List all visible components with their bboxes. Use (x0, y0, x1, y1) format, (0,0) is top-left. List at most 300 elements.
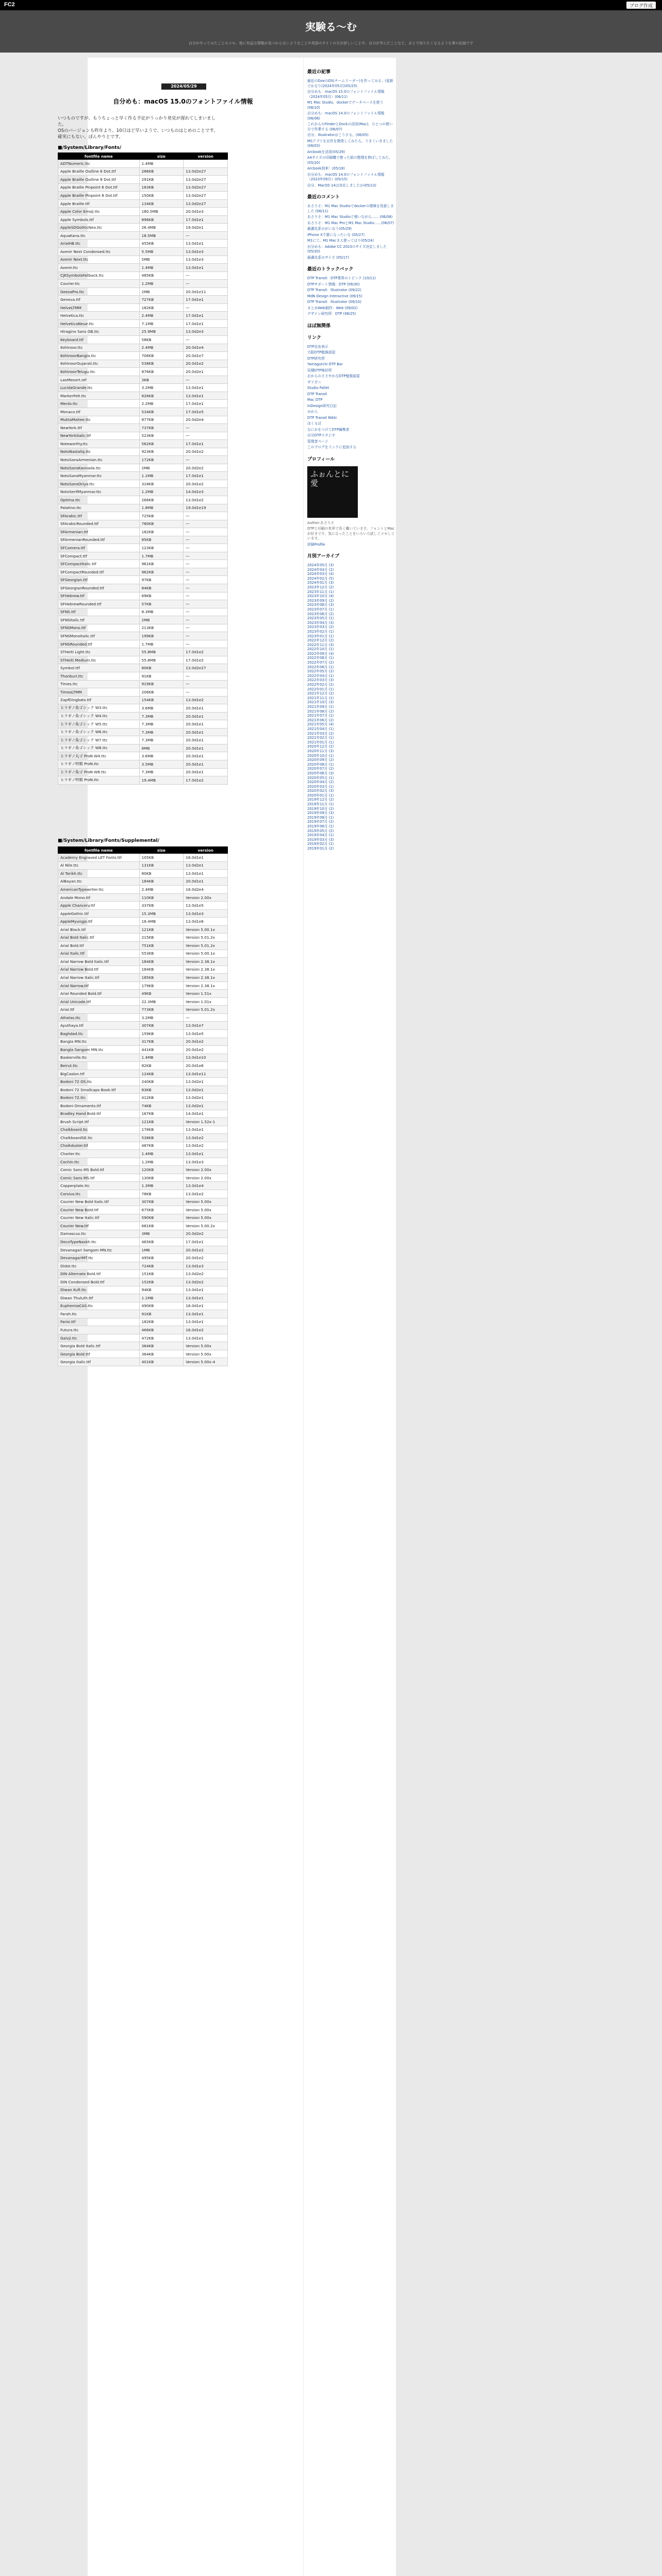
trackback-link[interactable]: DTP Transit：Illustrator (09/10) (307, 300, 361, 304)
table-row (58, 1158, 228, 1166)
sidebar-link[interactable]: DTP Transit Nikki (307, 415, 337, 420)
sidebar-link[interactable]: みかん (307, 410, 318, 414)
sidebar-link[interactable]: このブログをリンクに追加する (307, 445, 357, 449)
fontfile-name-cell: Symbol.ttf (58, 664, 140, 672)
table-row (58, 950, 228, 958)
size-cell: 206KB (139, 688, 184, 697)
fontfile-name-cell: SFNSMonoItalic.ttf (58, 632, 140, 640)
table-row (58, 1062, 228, 1070)
table-row (58, 296, 228, 304)
trackback-link[interactable]: DTPサポート情報：DTP (09/30) (307, 282, 360, 286)
size-cell: 877KB (139, 416, 184, 424)
archive-link[interactable]: 2023年10月 (4) (307, 594, 334, 599)
table-row (58, 925, 228, 934)
archive-link[interactable]: 2020年11月 (3) (307, 749, 334, 753)
size-cell: 337KB (139, 902, 184, 910)
sidebar-link[interactable]: ザリガニ (307, 380, 322, 384)
archive-link[interactable]: 2022年07月 (2) (307, 660, 334, 665)
size-cell: 538KB (139, 360, 184, 368)
profile-image[interactable]: ふぉんとに愛 (307, 466, 358, 518)
archive-link[interactable]: 2022年01月 (1) (307, 687, 334, 691)
recent-entry-link[interactable]: 自分、MacOS 14は対応しましたか(05/13) (307, 183, 376, 188)
fontfile-name-cell: Apple Symbols.ttf (58, 215, 140, 224)
table-row (58, 576, 228, 584)
size-cell: 57KB (139, 600, 184, 608)
archive-link[interactable]: 2019年12月 (2) (307, 798, 334, 802)
size-cell: 401KB (139, 1358, 184, 1366)
version-cell: 13.0d1e3 (184, 1158, 228, 1166)
size-cell: 1.7MB (139, 640, 184, 648)
size-cell: 724KB (139, 1262, 184, 1270)
table-row (58, 981, 228, 990)
size-cell: 307KB (139, 1198, 184, 1206)
trackback-link[interactable]: DTP Transit：Illustrator (09/22) (307, 288, 361, 292)
version-cell: — (184, 512, 228, 520)
sidebar-link[interactable]: ほくるぽ (307, 421, 322, 426)
archive-link[interactable]: 2021年07月 (1) (307, 714, 334, 718)
fontfile-name-cell: Diwan Thuluth.ttf (58, 1294, 140, 1302)
size-cell: 5.5MB (139, 248, 184, 256)
archive-link[interactable]: 2021年08月 (2) (307, 709, 334, 714)
size-cell: 2.4MB (139, 312, 184, 320)
size-cell: 466KB (139, 1326, 184, 1334)
fontfile-name-cell: SFCamera.ttf (58, 544, 140, 552)
archive-link[interactable]: 2022年06月 (1) (307, 665, 334, 669)
sidebar-link[interactable]: InDesign研究日記 (307, 403, 337, 408)
archive-link[interactable]: 2022年10月 (1) (307, 647, 334, 652)
table-row (58, 456, 228, 464)
fontfile-name-cell: AppleSDGothicNeo.ttc (58, 224, 140, 232)
archive-link[interactable]: 2019年04月 (1) (307, 833, 334, 838)
table-row (58, 560, 228, 568)
fontfile-name-cell: Arial Narrow.ttf (58, 981, 140, 990)
version-cell: 13.0d1e3 (184, 909, 228, 918)
size-cell: 182KB (139, 303, 184, 312)
table-row (58, 416, 228, 424)
fontfile-name-cell: SFCompactRounded.ttf (58, 568, 140, 576)
version-cell: — (184, 640, 228, 648)
sidebar-link[interactable]: 見積DTP検討所 (307, 368, 332, 372)
size-cell: 487KB (139, 1142, 184, 1150)
archive-link[interactable]: 2020年04月 (2) (307, 780, 334, 785)
archive-link[interactable]: 2021年10月 (3) (307, 700, 334, 705)
size-cell: 91KB (139, 1310, 184, 1318)
version-cell: 13.0d2e27 (184, 192, 228, 200)
archive-link[interactable]: 2023年02月 (1) (307, 629, 334, 634)
size-cell: 26.4MB (139, 224, 184, 232)
archive-link[interactable]: 2021年04月 (1) (307, 726, 334, 731)
archive-heading: 月別アーカイブ (307, 554, 340, 559)
archive-link[interactable]: 2019年03月 (3) (307, 837, 334, 842)
sidebar-link[interactable]: DTP Transit (307, 392, 327, 396)
sidebar-link[interactable]: Studio Pallet (307, 386, 329, 390)
version-cell: 16.0d1e2 (184, 1326, 228, 1334)
recent-comment-link[interactable]: iPhone X不要になったいな (05/27) (307, 232, 365, 237)
archive-link[interactable]: 2019年07月 (2) (307, 820, 334, 824)
size-cell: 19.4MB (139, 776, 184, 785)
version-cell: — (184, 456, 228, 464)
sidebar-link[interactable]: 大阪DTP勉強部屋 (307, 350, 336, 354)
version-cell: Version 2.38.1x (184, 958, 228, 966)
fontfile-name-cell: ヒラギノ丸ゴ ProN W4.ttc (58, 752, 140, 760)
archive-link[interactable]: 2020年10月 (1) (307, 753, 334, 758)
archive-link[interactable]: 2021年03月 (2) (307, 731, 334, 736)
archive-link[interactable]: 2024年01月 (3) (307, 581, 334, 585)
version-cell: — (184, 536, 228, 544)
archive-link[interactable]: 2021年05月 (4) (307, 722, 334, 727)
archive-link[interactable]: 2021年02月 (1) (307, 736, 334, 740)
archive-link[interactable]: 2021年06月 (2) (307, 718, 334, 722)
fontfile-name-cell: NotoSansMyanmar.ttc (58, 472, 140, 480)
archive-link[interactable]: 2023年07月 (1) (307, 607, 334, 612)
size-cell: 124KB (139, 1070, 184, 1078)
archive-link[interactable]: 2023年03月 (2) (307, 625, 334, 630)
table-row (58, 600, 228, 608)
table-row (58, 384, 228, 392)
size-cell: 266KB (139, 496, 184, 504)
recent-entry-link[interactable]: A4サイズの印刷機で使った紙の整理を伸ばしてみた。(05/20) (307, 156, 392, 165)
table-row (58, 176, 228, 184)
version-cell: 13.0d2e27 (184, 183, 228, 192)
archive-link[interactable]: 2019年01月 (2) (307, 846, 334, 851)
archive-link[interactable]: 2022年09月 (4) (307, 651, 334, 656)
col-header-size: size (139, 153, 184, 160)
table-row (58, 568, 228, 576)
fontfile-name-cell: SFArmenianRounded.ttf (58, 536, 140, 544)
fontfile-name-cell: Bodoni Ornaments.ttf (58, 1101, 140, 1110)
archive-link[interactable]: 2022年04月 (1) (307, 673, 334, 678)
archive-link[interactable]: 2019年02月 (1) (307, 842, 334, 846)
size-cell: 18.5MB (139, 231, 184, 240)
table-row (58, 1038, 228, 1046)
table-row (58, 448, 228, 456)
archive-link[interactable]: 2024年02月 (5) (307, 576, 334, 581)
fontfile-name-cell: Futura.ttc (58, 1326, 140, 1334)
sidebar-link[interactable]: Yamagutchi DTP Bar (307, 362, 343, 366)
archive-link[interactable]: 2019年09月 (3) (307, 811, 334, 816)
fontfile-name-cell: SFArmenian.ttf (58, 528, 140, 536)
sidebar-link[interactable]: おからのささやかなDTP勉強部屋 (307, 374, 360, 378)
size-cell: 562KB (139, 440, 184, 448)
fontfile-name-cell: SFGeorgianRounded.ttf (58, 584, 140, 592)
size-cell: 2MB (139, 287, 184, 296)
size-cell: 441KB (139, 1046, 184, 1054)
fontfile-name-cell: KohinoorGujarati.ttc (58, 360, 140, 368)
size-cell: 78KB (139, 1190, 184, 1198)
fontfile-name-cell: Charter.ttc (58, 1150, 140, 1158)
fc2-logo[interactable]: FC2 (4, 2, 15, 8)
archive-link[interactable]: 2023年05月 (1) (307, 616, 334, 621)
size-cell: 123KB (139, 544, 184, 552)
version-cell: — (184, 576, 228, 584)
version-cell: 13.0d1e1 (184, 1334, 228, 1342)
version-cell: 20.0d2e2 (184, 1230, 228, 1238)
archive-link[interactable]: 2020年01月 (1) (307, 793, 334, 798)
size-cell: 7.3MB (139, 720, 184, 728)
fontfile-name-cell: SFArabicRounded.ttf (58, 520, 140, 528)
version-cell: 20.0d1e1 (184, 877, 228, 886)
archive-link[interactable]: 2023年09月 (2) (307, 598, 334, 603)
version-cell: 13.0d1e1 (184, 1126, 228, 1134)
archive-link[interactable]: 2023年06月 (2) (307, 612, 334, 616)
size-cell: 626KB (139, 392, 184, 400)
recent-entry-link[interactable]: 自分めも：macOS 14.0のフォントファイル情報(06/08) (307, 111, 385, 121)
recent-comment-link[interactable]: 自分めも：Adobe CC 2023のサイズ決定しました (05/20) (307, 244, 387, 253)
table-row (58, 520, 228, 528)
table-row (58, 287, 228, 296)
version-cell: — (184, 600, 228, 608)
archive-link[interactable]: 2024年05月 (3) (307, 563, 334, 567)
fontfile-name-cell: ChalkboardSE.ttc (58, 1134, 140, 1142)
version-cell: 13.0d1e1 (184, 264, 228, 272)
archive-link[interactable]: 2022年11月 (3) (307, 642, 334, 647)
sidebar-link[interactable]: Mac DTP (307, 398, 323, 402)
size-cell: 121KB (139, 925, 184, 934)
fontfile-name-cell: NewYorkItalic.ttf (58, 432, 140, 440)
recent-entry-link[interactable]: 自分、illustratorはこうする。(06/05) (307, 133, 369, 137)
table-row (58, 1206, 228, 1214)
archive-link[interactable]: 2020年03月 (1) (307, 784, 334, 789)
table-row (58, 392, 228, 400)
archive-link[interactable]: 2024年04月 (2) (307, 567, 334, 572)
trackback-link[interactable]: MdN Design Interactive (09/15) (307, 294, 362, 298)
sidebar-link[interactable]: 管理者ページ (307, 439, 328, 444)
size-cell: 184KB (139, 965, 184, 974)
table-row (58, 728, 228, 736)
archive-link[interactable]: 2023年08月 (3) (307, 603, 334, 607)
version-cell: 13.0d1e11 (184, 1070, 228, 1078)
table-row (58, 1078, 228, 1086)
recent-entry-link[interactable]: Arcbookを活用(05/29) (307, 149, 345, 154)
version-cell: 13.0d1e5 (184, 902, 228, 910)
entry-title[interactable]: 自分めも：macOS 15.0のフォントファイル情報 (113, 98, 253, 105)
version-cell: 13.0d2e2 (184, 1278, 228, 1286)
table-row (58, 167, 228, 176)
fontfile-name-cell: ZapfDingbats.ttf (58, 696, 140, 704)
table-row (58, 1094, 228, 1102)
size-cell: 2.4MB (139, 886, 184, 894)
size-cell: 1.4MB (139, 264, 184, 272)
trackback-link[interactable]: DTP Transit：DTP業界のトピック (10/11) (307, 276, 376, 280)
archive-link[interactable]: 2021年11月 (1) (307, 696, 334, 700)
recent-entry-link[interactable]: MSアプリを自作を開発してみたら、うまくいきました (06/03) (307, 139, 393, 148)
version-cell: — (184, 672, 228, 681)
size-cell: 159KB (139, 1030, 184, 1038)
table-row (58, 328, 228, 336)
fontfile-name-cell: Geneva.ttf (58, 296, 140, 304)
archive-link[interactable]: 2022年03月 (3) (307, 678, 334, 683)
table-row (58, 934, 228, 942)
archive-link[interactable]: 2019年05月 (2) (307, 828, 334, 833)
entry-date: 2024/05/29 (161, 83, 206, 90)
version-cell: 20.0d1e2 (184, 1038, 228, 1046)
recent-comment-link[interactable]: 最適化系のサイズ (05/17) (307, 255, 349, 260)
trackback-link[interactable]: まとめWeb制作：Web (09/02) (307, 306, 358, 310)
table-row (58, 1230, 228, 1238)
version-cell: — (184, 432, 228, 440)
size-cell: 105KB (139, 854, 184, 862)
archive-link[interactable]: 2023年12月 (2) (307, 585, 334, 589)
archive-list (307, 563, 395, 851)
version-cell: Version 2.38.1x (184, 981, 228, 990)
fontfile-name-cell: Diwan Kufi.ttc (58, 1286, 140, 1294)
fontfile-name-cell: Arial Unicode.ttf (58, 997, 140, 1006)
version-cell: 13.0d1e10 (184, 1054, 228, 1062)
size-cell: 179KB (139, 981, 184, 990)
recent-comment-link[interactable]: 最適化系のがいおう(05/29) (307, 227, 352, 231)
table-row (58, 464, 228, 472)
fontfile-name-cell: SFHebrewRounded.ttf (58, 600, 140, 608)
recent-comment-link[interactable]: あさりそ：M1 Mac ProとM1 Mac Studio……(06/07) (307, 221, 394, 225)
size-cell: 83KB (139, 1086, 184, 1094)
archive-link[interactable]: 2019年10月 (2) (307, 806, 334, 811)
archive-link[interactable]: 2020年02月 (3) (307, 789, 334, 793)
table-row (58, 528, 228, 536)
version-cell: — (184, 632, 228, 640)
archive-link[interactable]: 2022年12月 (2) (307, 638, 334, 643)
version-cell: 20.0d1e2 (184, 480, 228, 488)
fontfile-name-cell: NotoSerifMyanmar.ttc (58, 488, 140, 496)
recent-entry-link[interactable]: 自分めも：macOS 15.0のフォントファイル情報（2024年05月）(06/11) (307, 90, 385, 99)
fontfile-name-cell: Arial Rounded Bold.ttf (58, 990, 140, 998)
version-cell: — (184, 592, 228, 600)
fontfile-name-cell: Comic Sans MS.ttf (58, 1174, 140, 1182)
version-cell: 17.0d1e1 (184, 1238, 228, 1246)
fontfile-name-cell: Athelas.ttc (58, 1013, 140, 1022)
size-cell: 3.6MB (139, 752, 184, 760)
sidebar-link[interactable]: DTP自由表示 (307, 344, 328, 349)
fontfile-name-cell: NotoSansOriya.ttc (58, 480, 140, 488)
recent-comment-link[interactable]: M1にて。M1 Macまえ使ってはり(05/24) (307, 239, 374, 243)
table-row (58, 1358, 228, 1366)
fontfile-name-cell: ヒラギノ角ゴシック W8.ttc (58, 744, 140, 752)
fontfile-name-cell: Comic Sans MS Bold.ttf (58, 1166, 140, 1174)
table-row (58, 1262, 228, 1270)
recent-entry-link[interactable]: 自分めも：macOS 14.0のフォントファイル情報（2023年09月）(05/15) (307, 172, 385, 181)
sidebar-link[interactable]: 自分DTPスタジオ (307, 433, 336, 437)
table-row (58, 208, 228, 216)
fontfile-name-cell: EuphemiaCAS.ttc (58, 1302, 140, 1310)
size-cell: 178KB (139, 1126, 184, 1134)
table-row (58, 319, 228, 328)
archive-link[interactable]: 2023年11月 (1) (307, 589, 334, 594)
table-row (58, 1310, 228, 1318)
archive-link[interactable]: 2021年01月 (1) (307, 740, 334, 744)
table-row (58, 752, 228, 760)
version-cell: — (184, 680, 228, 688)
fontfile-name-cell: Times.ttc (58, 680, 140, 688)
fontfile-name-cell: ヒラギノ角ゴシック W4.ttc (58, 712, 140, 720)
table-row (58, 432, 228, 440)
version-cell: 17.0d1e1 (184, 440, 228, 448)
table-row (58, 1006, 228, 1014)
archive-link[interactable]: 2020年06月 (3) (307, 771, 334, 775)
archive-link[interactable]: 2019年06月 (1) (307, 824, 334, 829)
recent-comment-link[interactable]: あさりそ：M1 Mac Studioでdockerの環境を用意しました (06/11) (307, 204, 394, 213)
archive-link[interactable]: 2022年02月 (2) (307, 683, 334, 687)
table-row (58, 704, 228, 713)
fontfile-name-cell: SFGeorgian.ttf (58, 576, 140, 584)
table-row (58, 400, 228, 408)
table-row (58, 264, 228, 272)
size-cell: 5MB (139, 256, 184, 264)
blog-title[interactable]: 実験る〜む (305, 21, 357, 33)
archive-link[interactable]: 2020年07月 (2) (307, 767, 334, 771)
size-cell: 773KB (139, 1006, 184, 1014)
archive-link[interactable]: 2024年03月 (4) (307, 572, 334, 577)
archive-link[interactable]: 2020年12月 (2) (307, 744, 334, 749)
fontfile-name-cell: Courier New Bold.ttf (58, 1206, 140, 1214)
archive-link[interactable]: 2021年12月 (2) (307, 691, 334, 696)
version-cell: — (184, 280, 228, 288)
table-row (58, 1054, 228, 1062)
table-row (58, 736, 228, 744)
archive-link[interactable]: 2022年08月 (1) (307, 656, 334, 660)
fontfile-name-cell: Al Nile.ttc (58, 861, 140, 870)
fontfile-name-cell: Georgia Italic.ttf (58, 1358, 140, 1366)
section-heading-fonts: ■/System/Library/Fonts/ (58, 145, 122, 150)
size-cell: 55.8MB (139, 648, 184, 656)
size-cell: 1.4MB (139, 1054, 184, 1062)
version-cell: Version 5.00x (184, 1342, 228, 1350)
fontfile-name-cell: Farah.ttc (58, 1310, 140, 1318)
sidebar-link[interactable]: DTP研究所 (307, 356, 325, 361)
version-cell: — (184, 1013, 228, 1022)
table-row (58, 1126, 228, 1134)
archive-link[interactable]: 2020年08月 (1) (307, 762, 334, 767)
fontfile-name-cell: Monaco.ttf (58, 408, 140, 416)
version-cell: 20.0d1e1 (184, 768, 228, 776)
table-row (58, 720, 228, 728)
size-cell: 1.1MB (139, 1294, 184, 1302)
table-row (58, 1214, 228, 1222)
size-cell: 15.3MB (139, 909, 184, 918)
size-cell: 455KB (139, 240, 184, 248)
trackback-link[interactable]: デザイン研究所：DTP (08/25) (307, 312, 356, 316)
fontfile-name-cell: Copperplate.ttc (58, 1182, 140, 1190)
archive-link[interactable]: 2020年09月 (2) (307, 758, 334, 762)
archive-link[interactable]: 2023年01月 (1) (307, 634, 334, 638)
archive-link[interactable]: 2020年05月 (1) (307, 775, 334, 780)
archive-link[interactable]: 2019年11月 (1) (307, 802, 334, 807)
fontfile-name-cell: Palatino.ttc (58, 504, 140, 512)
fontfile-name-cell: Avenir.ttc (58, 264, 140, 272)
recent-entry-link[interactable]: Arcbook到来！(05/18) (307, 166, 345, 171)
version-cell: Version 5.01.2x (184, 934, 228, 942)
recent-entry-link[interactable]: 最近のDoxのOS(チームリーダー)を作ってみる。(更新でかなり(2024年05月)(05/25) (307, 79, 393, 88)
fontfile-name-cell: ヒラギノ角ゴシック W3.ttc (58, 704, 140, 713)
size-cell: 286KB (139, 167, 184, 176)
recent-entry-link[interactable]: これからのFinderとDockの活用(Mac)、ひとつの使い方で作業する (06/07) (307, 122, 393, 131)
archive-link[interactable]: 2021年09月 (1) (307, 705, 334, 709)
recent-comment-link[interactable]: あさりそ：M1 Mac Studioで使いながら…… (06/08) (307, 215, 393, 219)
size-cell: 318KB (139, 480, 184, 488)
archive-link[interactable]: 2019年08月 (1) (307, 815, 334, 820)
create-blog-button[interactable]: ブログ作成 (626, 2, 656, 9)
recent-entry-link[interactable]: M1 Mac Studio、dockerでデータベースを使う(06/10) (307, 100, 384, 110)
fontfile-name-cell: Avenir Next Condensed.ttc (58, 248, 140, 256)
sidebar-link[interactable]: なにかをつけてDTP編集者 (307, 427, 350, 432)
profile-link[interactable]: 詳細Profile (307, 542, 325, 547)
archive-link[interactable]: 2023年04月 (3) (307, 620, 334, 625)
table-row (58, 352, 228, 360)
version-cell: Version 2.38.1x (184, 965, 228, 974)
size-cell: 7.3MB (139, 712, 184, 720)
fontfile-name-cell: Cochin.ttc (58, 1158, 140, 1166)
fontfile-name-cell: SFNSRounded.ttf (58, 640, 140, 648)
fontfile-name-cell: NotoSansArmenian.ttc (58, 456, 140, 464)
archive-link[interactable]: 2022年05月 (2) (307, 669, 334, 674)
